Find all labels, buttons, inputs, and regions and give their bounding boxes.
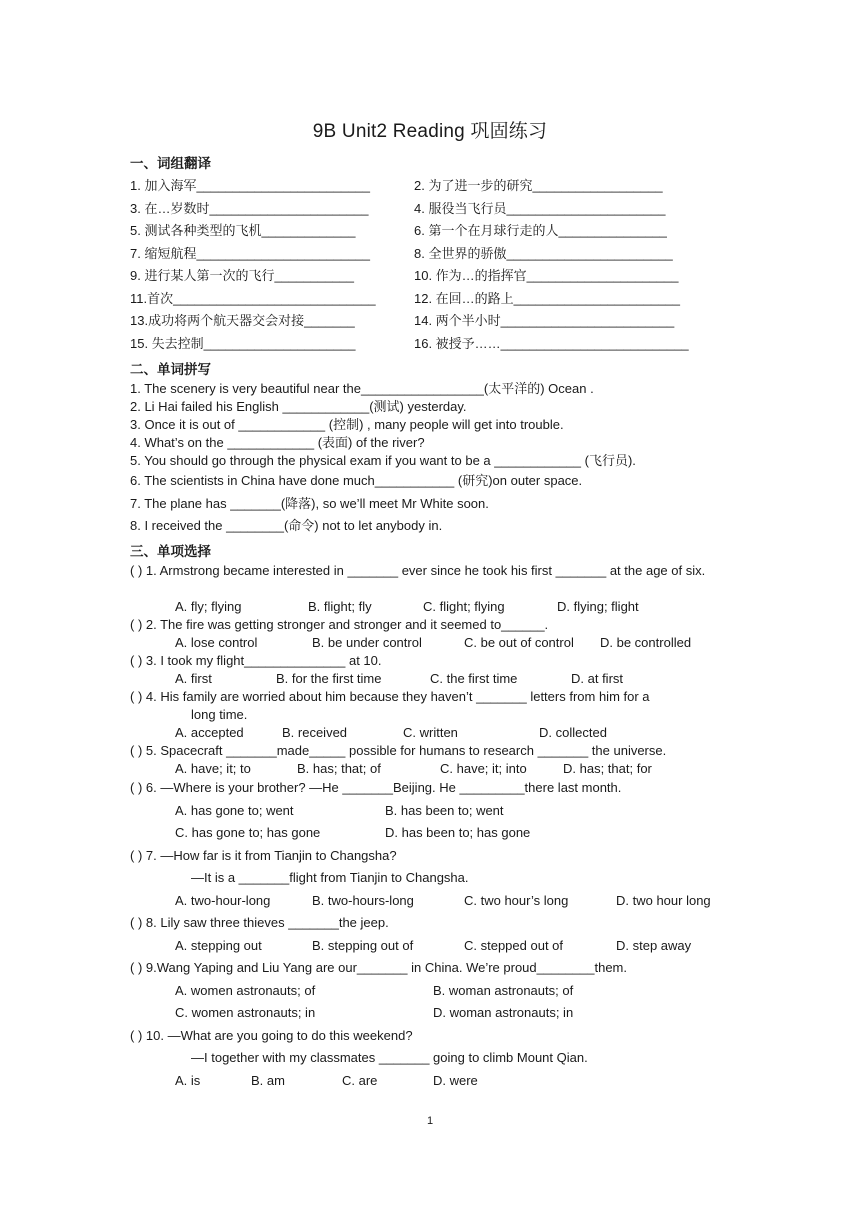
phrase-item: 15. 失去控制_____________________ <box>130 336 356 351</box>
option-b: B. stepping out of <box>312 938 414 953</box>
option-c: C. written <box>403 725 458 740</box>
spelling-item: 1. The scenery is very beautiful near the_________________(太平洋的) Ocean . <box>130 381 594 396</box>
option-a: A. women astronauts; of <box>175 983 316 998</box>
page-title: 9B Unit2 Reading 巩固练习 <box>312 121 548 142</box>
option-d: D. be controlled <box>600 635 692 650</box>
phrase-item: 10. 作为…的指挥官_____________________ <box>414 268 679 283</box>
option-d: D. two hour long <box>616 893 711 908</box>
option-c: C. stepped out of <box>464 938 564 953</box>
phrase-item: 4. 服役当飞行员______________________ <box>414 201 666 216</box>
phrase-item: 2. 为了进一步的研究__________________ <box>414 178 663 193</box>
question-7: ( ) 7. —How far is it from Tianjin to Changsha? <box>130 848 397 863</box>
option-a: A. accepted <box>175 725 244 740</box>
option-a: A. fly; flying <box>175 599 242 614</box>
option-d: D. has; that; for <box>563 761 652 776</box>
phrase-item: 7. 缩短航程________________________ <box>130 246 370 261</box>
spelling-item: 4. What’s on the ____________ (表面) of the river? <box>130 435 425 450</box>
option-d: D. flying; flight <box>557 599 639 614</box>
question-4: ( ) 4. His family are worried about him because they haven’t _______ letters from him for a <box>130 689 650 704</box>
question-3: ( ) 3. I took my flight______________ at 10. <box>130 653 382 668</box>
phrase-item: 8. 全世界的骄傲_______________________ <box>414 246 673 261</box>
option-b: B. two-hours-long <box>312 893 414 908</box>
option-a: A. has gone to; went <box>175 803 294 818</box>
option-d: D. has been to; has gone <box>385 825 531 840</box>
section-1-heading: 一、词组翻译 <box>130 156 211 171</box>
option-c: C. flight; flying <box>423 599 505 614</box>
option-c: C. has gone to; has gone <box>175 825 321 840</box>
option-c: C. are <box>342 1073 378 1088</box>
option-a: A. two-hour-long <box>175 893 271 908</box>
option-c: C. have; it; into <box>440 761 527 776</box>
option-a: A. is <box>175 1073 201 1088</box>
option-b: B. flight; fly <box>308 599 372 614</box>
question-2: ( ) 2. The fire was getting stronger and stronger and it seemed to______. <box>130 617 549 632</box>
option-b: B. has; that; of <box>297 761 381 776</box>
option-b: B. received <box>282 725 348 740</box>
phrase-item: 11.首次____________________________ <box>130 291 376 306</box>
option-a: A. first <box>175 671 212 686</box>
option-d: D. at first <box>571 671 624 686</box>
option-c: C. be out of control <box>464 635 574 650</box>
question-10-answer-line: —I together with my classmates _______ going to climb Mount Qian. <box>191 1050 588 1065</box>
option-b: B. be under control <box>312 635 422 650</box>
phrase-item: 12. 在回…的路上_______________________ <box>414 291 680 306</box>
option-d: D. collected <box>539 725 607 740</box>
question-5: ( ) 5. Spacecraft _______made_____ possible for humans to research _______ the universe. <box>130 743 667 758</box>
spelling-item: 7. The plane has _______(降落), so we’ll meet Mr White soon. <box>130 496 489 511</box>
spelling-item: 5. You should go through the physical exam if you want to be a ____________ (飞行员). <box>130 453 636 468</box>
question-7-answer-line: —It is a _______flight from Tianjin to Changsha. <box>191 870 469 885</box>
question-10: ( ) 10. —What are you going to do this weekend? <box>130 1028 413 1043</box>
option-c: C. two hour’s long <box>464 893 569 908</box>
section-3-heading: 三、单项选择 <box>130 544 211 559</box>
phrase-item: 3. 在…岁数时______________________ <box>130 201 369 216</box>
phrase-item: 1. 加入海军________________________ <box>130 178 370 193</box>
option-d: D. were <box>433 1073 478 1088</box>
phrase-item: 6. 第一个在月球行走的人_______________ <box>414 223 667 238</box>
question-6: ( ) 6. —Where is your brother? —He _______Beijing. He _________there last month. <box>130 780 622 795</box>
option-d: D. step away <box>616 938 692 953</box>
option-b: B. am <box>251 1073 285 1088</box>
spelling-item: 2. Li Hai failed his English ____________(测试) yesterday. <box>130 399 467 414</box>
question-9: ( ) 9.Wang Yaping and Liu Yang are our_______ in China. We’re proud________them. <box>130 960 627 975</box>
phrase-item: 5. 测试各种类型的飞机_____________ <box>130 223 356 238</box>
question-8: ( ) 8. Lily saw three thieves _______the jeep. <box>130 915 389 930</box>
option-a: A. have; it; to <box>175 761 251 776</box>
option-b: B. has been to; went <box>385 803 504 818</box>
page-number: 1 <box>426 1115 434 1127</box>
option-b: B. woman astronauts; of <box>433 983 574 998</box>
question-4-continuation: long time. <box>191 707 248 722</box>
phrase-item: 14. 两个半小时________________________ <box>414 313 675 328</box>
phrase-item: 9. 进行某人第一次的飞行___________ <box>130 268 354 283</box>
option-b: B. for the first time <box>276 671 382 686</box>
option-a: A. lose control <box>175 635 258 650</box>
spelling-item: 3. Once it is out of ____________ (控制) , many people will get into trouble. <box>130 417 564 432</box>
phrase-item: 16. 被授予……__________________________ <box>414 336 689 351</box>
option-d: D. woman astronauts; in <box>433 1005 574 1020</box>
question-1: ( ) 1. Armstrong became interested in _______ ever since he took his first _______ at the age of six. <box>130 563 706 578</box>
spelling-item: 6. The scientists in China have done much___________ (研究)on outer space. <box>130 473 583 488</box>
option-a: A. stepping out <box>175 938 262 953</box>
phrase-item: 13.成功将两个航天器交会对接_______ <box>130 313 355 328</box>
option-c: C. the first time <box>430 671 518 686</box>
option-c: C. women astronauts; in <box>175 1005 316 1020</box>
section-2-heading: 二、单词拼写 <box>130 362 211 377</box>
spelling-item: 8. I received the ________(命令) not to let anybody in. <box>130 518 443 533</box>
